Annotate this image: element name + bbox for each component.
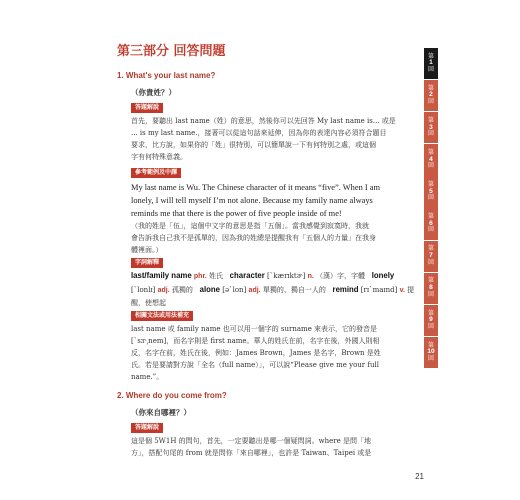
text-line: （我的姓是「伍」，這個中文字的意思是指「五個」。當我感覺到寂寞時，我就 <box>131 222 369 230</box>
page-title: 第三部分 回答問題 <box>117 44 226 59</box>
tab-suffix: 回 <box>427 354 434 362</box>
tab-suffix: 回 <box>427 258 434 266</box>
tab-prefix: 第 <box>427 149 434 157</box>
related-grammar-tag: 相關文法或用法補充 <box>131 311 193 321</box>
chapter-tab-9[interactable] <box>424 305 438 336</box>
vocab-line <box>131 284 415 298</box>
tab-number: 10 <box>427 348 435 356</box>
text-line: 反，名字在前，姓氏在後，例如：James Brown，James 是名字，Brown 是姓 <box>131 349 381 357</box>
vocab-word: remind <box>332 284 359 294</box>
tab-number: 8 <box>429 284 433 291</box>
text-line: 氏。若是要請對方說「全名（full name）」，可以說“Please give me your full <box>131 361 379 369</box>
vocab-definition: 姓氏 <box>208 272 223 280</box>
vocab-definition: 提 <box>407 285 415 294</box>
part-of-speech: n. <box>307 273 314 280</box>
text-line: 首先，要聽出 last name（姓）的意思，然後你可以先回答 My last name is... 或是 <box>131 117 396 125</box>
tab-number: 9 <box>429 316 433 324</box>
vocabulary-list <box>131 270 415 310</box>
text-line: last name 或 family name 也可以用一個字的 surname 來表示，它的發音是 <box>131 325 378 333</box>
tab-number: 1 <box>429 59 433 67</box>
answer-explanation-tag: 答題解說 <box>131 103 163 113</box>
text-line: 方」，搭配句尾的 from 就是問你「來自哪裡」，也許是 Taiwan、Taipei 或是 <box>131 449 372 457</box>
vocab-definition: 醒，使想起 <box>131 299 166 307</box>
vocab-definition: 孤獨的 <box>171 285 193 294</box>
phonetic: [ˋkærɪktɚ] <box>267 272 306 280</box>
vocab-definition: 單獨的、獨自一人的 <box>262 285 326 294</box>
vocab-word: last/family name <box>131 271 192 280</box>
example-chinese <box>131 220 403 256</box>
vocab-word: lonely <box>371 271 395 280</box>
tab-prefix: 第 <box>427 277 434 285</box>
answer-explanation-text <box>131 115 403 163</box>
tab-prefix: 第 <box>427 116 434 124</box>
part-of-speech: phr. <box>193 273 207 280</box>
tab-prefix: 第 <box>427 245 434 253</box>
tab-number: 7 <box>429 251 433 259</box>
tab-number: 5 <box>429 187 433 195</box>
text-line: [ˋsɝ͵nem]，而名字則是 first name。華人的姓氏在前，名字在後，外國人則相 <box>131 337 380 345</box>
chapter-tab-8[interactable] <box>424 273 438 304</box>
vocab-line <box>131 270 403 284</box>
chapter-tab-5[interactable] <box>424 176 438 207</box>
part-of-speech: adj. <box>248 286 261 294</box>
text-line: 要求，比方說，如果你的「姓」很特別，可以簡單說一下有何特別之處，或這個 <box>131 141 376 149</box>
tab-suffix: 回 <box>427 322 434 330</box>
page-number: 21 <box>415 472 424 481</box>
tab-prefix: 第 <box>427 213 434 221</box>
related-grammar-text <box>131 323 403 383</box>
vocab-word: character <box>229 271 265 280</box>
phonetic: [ˋlonlɪ] <box>131 285 156 294</box>
chapter-tab-7[interactable] <box>424 241 438 272</box>
part-of-speech: adj. <box>157 286 170 294</box>
tab-number: 2 <box>429 91 433 99</box>
text-line: 字有何特殊意義。 <box>131 153 187 161</box>
answer-explanation-tag: 答題解說 <box>131 423 163 433</box>
text-line: lonely, I will tell myself I’m not alone. Because my family name always <box>131 196 373 205</box>
question-1-heading: 1. What's your last name? <box>117 71 216 80</box>
answer-explanation-text <box>131 435 403 459</box>
reference-example-tag: 參考範例及中譯 <box>131 168 181 178</box>
chapter-tab-6[interactable] <box>424 208 438 239</box>
tab-suffix: 回 <box>427 226 434 234</box>
text-line: ... is my last name.，接著可以從這句話來延伸，因為你的表達內容必須符合題目 <box>131 129 387 137</box>
tab-suffix: 回 <box>427 290 434 298</box>
phonetic: [rɪˋmaɪnd] <box>360 285 398 294</box>
chapter-tab-4[interactable] <box>424 144 438 175</box>
chapter-tab-1[interactable] <box>424 48 438 79</box>
tab-suffix: 回 <box>427 65 434 73</box>
tab-prefix: 第 <box>427 181 434 189</box>
text-line: My last name is Wu. The Chinese character of it means “five”. When I am <box>131 183 380 192</box>
tab-suffix: 回 <box>427 194 434 202</box>
text-line: 會告訴我自己我不是孤單的，因為我的姓總是提醒我有「五個人的力量」在我身 <box>131 234 376 242</box>
chapter-tab-3[interactable] <box>424 112 438 143</box>
example-english <box>131 181 403 220</box>
question-2-heading: 2. Where do you come from? <box>117 391 227 400</box>
tab-prefix: 第 <box>427 309 434 317</box>
tab-prefix: 第 <box>427 84 434 92</box>
chapter-tabs <box>424 48 438 369</box>
phonetic: [əˋlon] <box>222 285 247 294</box>
tab-suffix: 回 <box>427 98 434 106</box>
tab-suffix: 回 <box>427 130 434 138</box>
vocabulary-tag: 字詞解釋 <box>131 258 163 268</box>
part-of-speech: v. <box>399 286 405 294</box>
chapter-tab-10[interactable] <box>424 337 438 368</box>
text-line: name.”。 <box>131 373 164 381</box>
text-line: 這是個 5W1H 的問句，首先，一定要聽出是哪一個疑問詞。where 是問「地 <box>131 437 372 445</box>
question-1-translation: （你貴姓？） <box>131 88 176 97</box>
chapter-tab-2[interactable] <box>424 80 438 111</box>
tab-suffix: 回 <box>427 162 434 170</box>
tab-number: 3 <box>429 123 433 131</box>
question-2-translation: （你來自哪裡？） <box>131 408 191 417</box>
vocab-line <box>131 297 403 310</box>
tab-prefix: 第 <box>427 52 434 60</box>
tab-number: 4 <box>429 155 433 163</box>
tab-number: 6 <box>429 219 433 227</box>
text-line: reminds me that there is the power of five people inside of me! <box>131 209 342 218</box>
tab-prefix: 第 <box>427 341 434 349</box>
vocab-word: alone <box>199 284 220 294</box>
text-line: 體裡面。） <box>131 246 163 254</box>
vocab-definition: （漢）字，字體 <box>316 272 366 280</box>
